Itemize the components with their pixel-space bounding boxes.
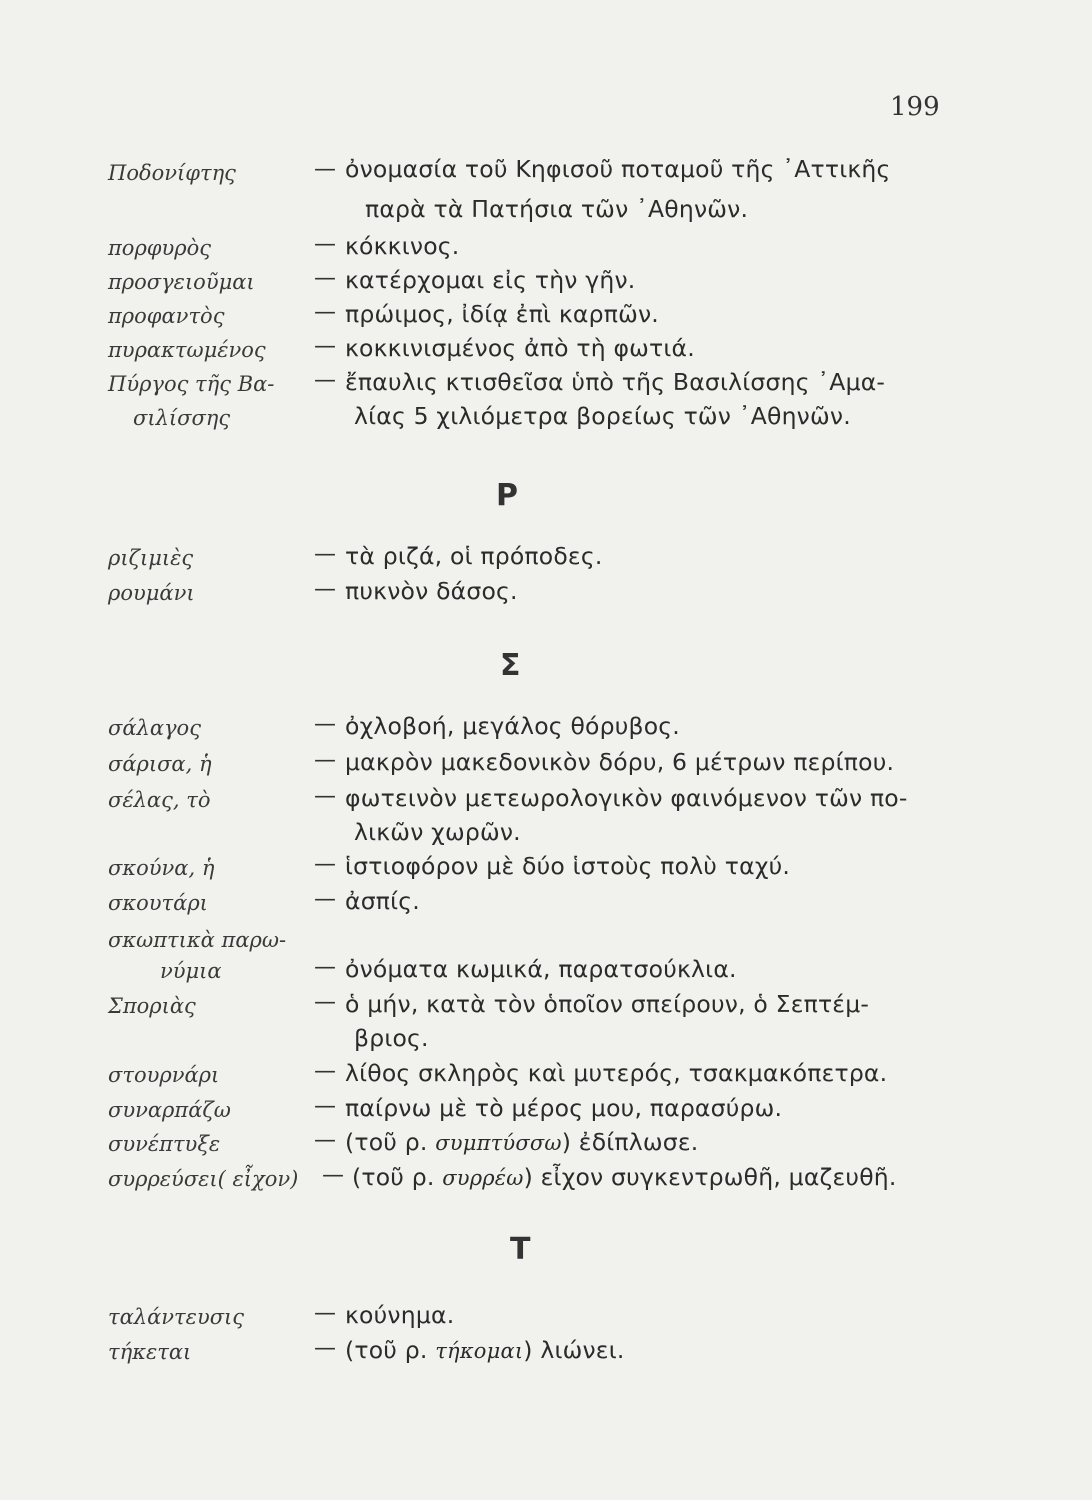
def-prefix: (τοῦ ρ. — [345, 1336, 436, 1364]
entry-definition: κατέρχομαι εἰς τὴν γῆν. — [345, 266, 636, 294]
entry-term: σάρισα, ἡ — [108, 752, 212, 776]
entry-term: Σποριὰς — [108, 994, 196, 1018]
section-letter-sigma: Σ — [500, 648, 521, 683]
entry-term: ρουμάνι — [108, 581, 195, 605]
entry-dash: — — [314, 368, 336, 393]
entry-dash: — — [314, 1128, 336, 1153]
entry-dash: — — [314, 955, 336, 980]
entry-definition-cont: βριος. — [354, 1024, 429, 1052]
entry-definition-cont: λίας 5 χιλιόμετρα βορείως τῶν ᾿Αθηνῶν. — [354, 402, 851, 430]
entry-definition: πυκνὸν δάσος. — [345, 577, 518, 605]
entry-dash: — — [314, 712, 336, 737]
entry-dash: — — [314, 748, 336, 773]
entry-term: Πύργος τῆς Βα- — [108, 372, 275, 396]
entry-dash: — — [314, 1301, 336, 1326]
entry-term: προσγειοῦμαι — [108, 270, 255, 294]
entry-dash: — — [314, 1094, 336, 1119]
entry-dash: — — [314, 887, 336, 912]
entry-definition: λίθος σκληρὸς καὶ μυτερός, τσακμακόπετρα. — [345, 1059, 888, 1087]
entry-definition: μακρὸν μακεδονικὸν δόρυ, 6 μέτρων περίπου. — [345, 748, 895, 776]
entry-definition-cont: παρὰ τὰ Πατήσια τῶν ᾿Αθηνῶν. — [365, 195, 749, 223]
entry-term: σκουτάρι — [108, 891, 208, 915]
entry-term: συναρπάζω — [108, 1098, 231, 1122]
entry-definition: φωτεινὸν μετεωρολογικὸν φαινόμενον τῶν πο- — [345, 784, 908, 812]
entry-term: σάλαγος — [108, 716, 201, 740]
entry-dash: — — [314, 542, 336, 567]
entry-definition: ὀνόματα κωμικά, παρατσούκλια. — [345, 955, 737, 983]
entry-definition: παίρνω μὲ τὸ μέρος μου, παρασύρω. — [345, 1094, 783, 1122]
entry-dash: — — [314, 266, 336, 291]
entry-dash: — — [314, 852, 336, 877]
entry-dash: — — [322, 1163, 344, 1188]
entry-term: σκωπτικὰ παρω- — [108, 928, 287, 952]
entry-definition: ἱστιοφόρον μὲ δύο ἱστοὺς πολὺ ταχύ. — [345, 852, 791, 880]
entry-dash: — — [314, 577, 336, 602]
entry-term: σκούνα, ἡ — [108, 856, 215, 880]
entry-definition: κόκκινος. — [345, 232, 460, 260]
entry-term: συρρεύσει( εἶχον) — [108, 1167, 299, 1191]
entry-definition: κούνημα. — [345, 1301, 455, 1329]
entry-term-cont: σιλίσσης — [133, 406, 231, 430]
def-suffix: ) λιώνει. — [523, 1336, 625, 1364]
entry-term-cont: νύμια — [160, 959, 222, 983]
entry-definition: τὰ ριζά, οἱ πρόποδες. — [345, 542, 603, 570]
entry-term: πυρακτωμένος — [108, 338, 266, 362]
entry-dash: — — [314, 300, 336, 325]
section-letter-tau: Τ — [510, 1232, 531, 1267]
entry-term: ταλάντευσις — [108, 1305, 245, 1329]
entry-term: ριζιμιὲς — [108, 546, 194, 570]
def-prefix: (τοῦ ρ. — [345, 1128, 436, 1156]
entry-dash: — — [314, 334, 336, 359]
entry-definition: ὀχλοβοή, μεγάλος θόρυβος. — [345, 712, 680, 740]
entry-definition — [345, 1336, 625, 1364]
entry-dash: — — [314, 784, 336, 809]
entry-dash: — — [314, 1336, 336, 1361]
entry-term: πορφυρὸς — [108, 236, 212, 260]
entry-dash: — — [314, 157, 336, 182]
def-verb: συμπτύσσω — [435, 1131, 562, 1155]
entry-term: συνέπτυξε — [108, 1132, 221, 1156]
entry-term: προφαντὸς — [108, 304, 225, 328]
entry-definition-cont: λικῶν χωρῶν. — [354, 818, 521, 846]
entry-term: Ποδονίφτης — [108, 161, 236, 185]
def-verb: συρρέω — [442, 1166, 524, 1190]
entry-definition — [352, 1163, 897, 1191]
entry-definition: πρώιμος, ἰδίᾳ ἐπὶ καρπῶν. — [345, 300, 659, 328]
entry-definition: ὀνομασία τοῦ Κηφισοῦ ποταμοῦ τῆς ᾿Αττικῆς — [345, 155, 891, 183]
entry-dash: — — [314, 1059, 336, 1084]
page-number: 199 — [890, 92, 940, 122]
entry-term: στουρνάρι — [108, 1063, 220, 1087]
entry-definition: ὁ μήν, κατὰ τὸν ὁποῖον σπείρουν, ὁ Σεπτέμ- — [345, 990, 870, 1018]
def-suffix: ) ἐδίπλωσε. — [561, 1128, 699, 1156]
def-verb: τήκομαι — [435, 1339, 524, 1363]
entry-term: σέλας, τὸ — [108, 788, 211, 812]
entry-dash: — — [314, 232, 336, 257]
entry-term: τήκεται — [108, 1340, 192, 1364]
def-suffix: ) εἶχον συγκεντρωθῆ, μαζευθῆ. — [523, 1163, 897, 1191]
def-prefix: (τοῦ ρ. — [352, 1163, 443, 1191]
entry-definition: ἀσπίς. — [345, 887, 420, 915]
entry-definition: ἔπαυλις κτισθεῖσα ὑπὸ τῆς Βασιλίσσης ᾿Αμα- — [345, 368, 886, 396]
entry-dash: — — [314, 990, 336, 1015]
section-letter-rho: Ρ — [496, 478, 518, 513]
entry-definition: κοκκινισμένος ἀπὸ τὴ φωτιά. — [345, 334, 695, 362]
entry-definition — [345, 1128, 698, 1156]
